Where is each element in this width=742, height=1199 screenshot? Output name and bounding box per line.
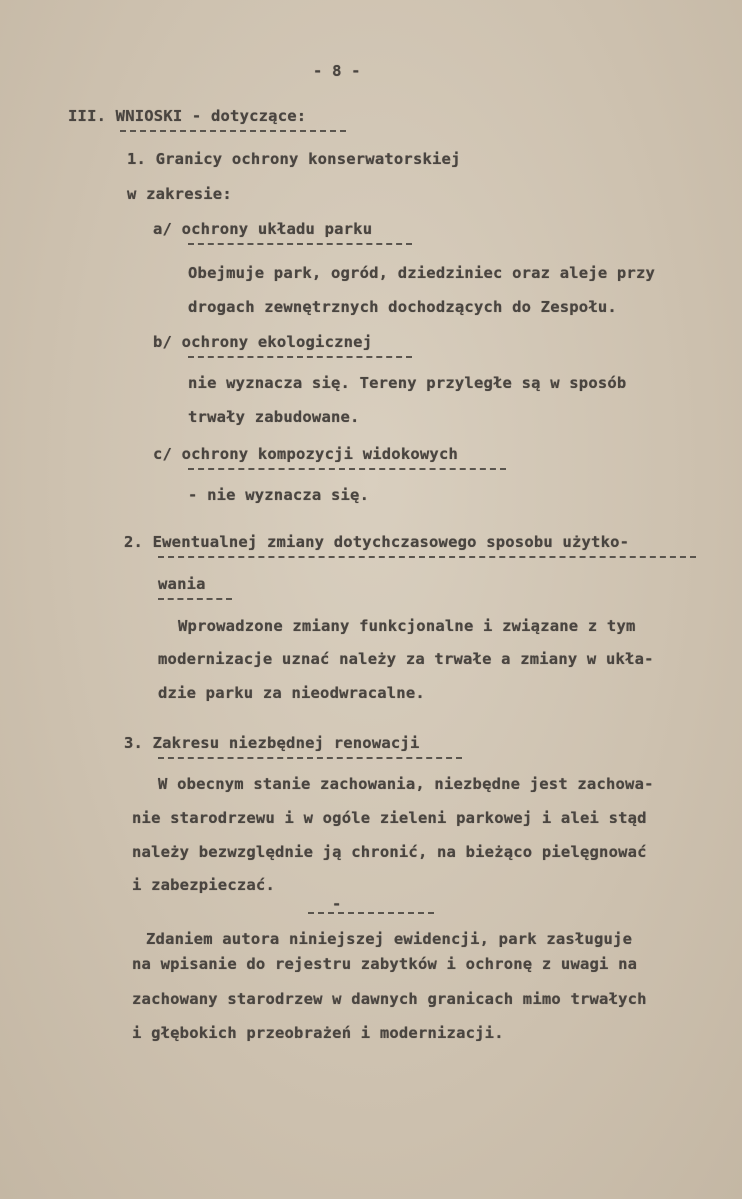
- separator-mark: -: [332, 895, 342, 913]
- separator-line: [308, 912, 434, 914]
- item1-b-underline: [188, 356, 412, 358]
- conclusion-line-3: zachowany starodrzew w dawnych granicach mimo trwałych: [132, 990, 647, 1008]
- item1-b-label: b/ ochrony ekologicznej: [153, 333, 373, 351]
- item1-c-label: c/ ochrony kompozycji widokowych: [153, 445, 459, 463]
- item1-title: 1. Granicy ochrony konserwatorskiej: [127, 150, 461, 168]
- item3-line-2: nie starodrzewu i w ogóle zieleni parkowej i alei stąd: [132, 809, 647, 827]
- item2-subtitle-underline: [158, 598, 232, 600]
- item2-subtitle: wania: [158, 575, 206, 593]
- item2-line-3: dzie parku za nieodwracalne.: [158, 684, 425, 702]
- item1-b-line-1: nie wyznacza się. Tereny przyległe są w sposób: [188, 374, 627, 392]
- conclusion-line-2: na wpisanie do rejestru zabytków i ochronę z uwagi na: [132, 955, 638, 973]
- item2-line-2: modernizacje uznać należy za trwałe a zmiany w ukła-: [158, 650, 654, 668]
- item1-a-line-1: Obejmuje park, ogród, dziedziniec oraz aleje przy: [188, 264, 656, 282]
- item2-line-1: Wprowadzone zmiany funkcjonalne i związane z tym: [178, 617, 636, 635]
- item3-line-4: i zabezpieczać.: [132, 876, 275, 894]
- item1-subtitle: w zakresie:: [127, 185, 232, 203]
- item2-title-underline: [158, 556, 696, 558]
- item3-line-1: W obecnym stanie zachowania, niezbędne jest zachowa-: [158, 775, 654, 793]
- item1-a-line-2: drogach zewnętrznych dochodzących do Zespołu.: [188, 298, 617, 316]
- item3-line-3: należy bezwzględnie ją chronić, na bieżąco pielęgnować: [132, 843, 647, 861]
- item2-title: 2. Ewentualnej zmiany dotychczasowego sposobu użytko-: [124, 533, 630, 551]
- item1-c-line-1: - nie wyznacza się.: [188, 486, 370, 504]
- item3-title: 3. Zakresu niezbędnej renowacji: [124, 734, 420, 752]
- item1-a-label: a/ ochrony układu parku: [153, 220, 373, 238]
- item1-a-underline: [188, 243, 412, 245]
- page-number: - 8 -: [313, 62, 361, 80]
- item1-c-underline: [188, 468, 506, 470]
- item1-b-line-2: trwały zabudowane.: [188, 408, 360, 426]
- section-heading: III. WNIOSKI - dotyczące:: [68, 107, 307, 125]
- item3-title-underline: [158, 757, 462, 759]
- conclusion-line-4: i głębokich przeobrażeń i modernizacji.: [132, 1024, 504, 1042]
- section-heading-underline: [120, 130, 346, 132]
- conclusion-line-1: Zdaniem autora niniejszej ewidencji, park zasługuje: [146, 930, 633, 948]
